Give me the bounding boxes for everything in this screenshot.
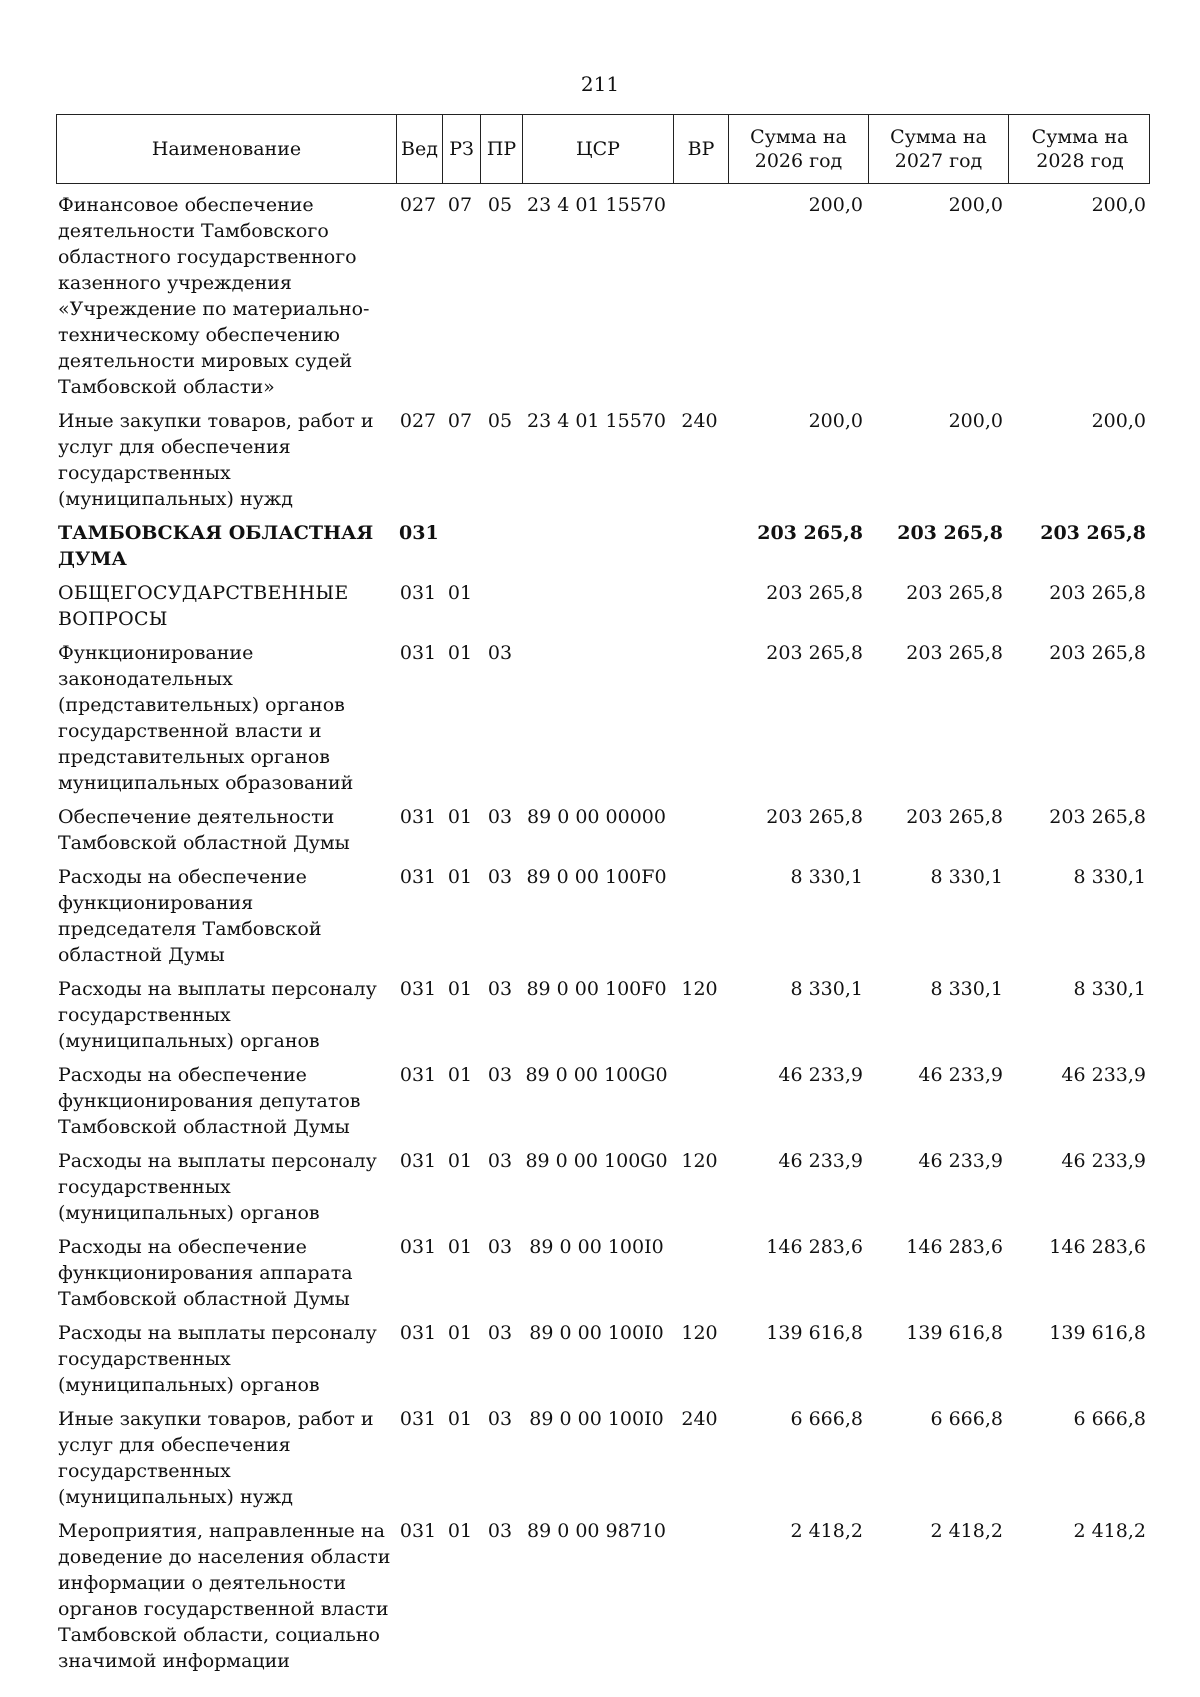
- cell-sum-2028: 200,0: [1091, 194, 1146, 216]
- cell-sum-2026: 139 616,8: [766, 1322, 863, 1344]
- cell-vr: [672, 192, 727, 400]
- cell-sum-2027: 6 666,8: [930, 1408, 1003, 1430]
- header-csr: ЦСР: [522, 115, 673, 183]
- cell-ved: 031: [399, 978, 437, 1000]
- cell-name: Расходы на обеспечение функционирования председателя Тамбовской областной Думы: [58, 866, 322, 966]
- table-row: [56, 1518, 1150, 1674]
- cell-csr: 89 0 00 100I0: [529, 1236, 664, 1258]
- cell-sum-2027: 46 233,9: [918, 1064, 1003, 1086]
- cell-vr: 120: [681, 978, 718, 1000]
- cell-pr: 03: [487, 866, 513, 888]
- cell-sum-2027: 203 265,8: [897, 522, 1003, 544]
- table-row: [56, 192, 1150, 400]
- cell-sum-2027: 200,0: [948, 410, 1003, 432]
- table-row: [56, 1406, 1150, 1510]
- cell-csr: 89 0 00 100F0: [526, 866, 667, 888]
- cell-sum-2027: 203 265,8: [906, 642, 1003, 664]
- cell-pr: 03: [487, 642, 513, 664]
- cell-pr: [479, 520, 521, 572]
- cell-ved: 031: [399, 642, 437, 664]
- cell-sum-2026: 203 265,8: [757, 522, 863, 544]
- table-row: [56, 1234, 1150, 1312]
- cell-csr: 89 0 00 98710: [526, 1520, 666, 1542]
- cell-sum-2028: 46 233,9: [1061, 1150, 1146, 1172]
- cell-sum-2026: 200,0: [808, 194, 863, 216]
- cell-pr: 03: [487, 1408, 513, 1430]
- cell-ved: 031: [399, 1322, 437, 1344]
- cell-csr: 89 0 00 00000: [526, 806, 666, 828]
- cell-sum-2027: 8 330,1: [930, 978, 1003, 1000]
- cell-rz: 01: [447, 978, 473, 1000]
- cell-name: Расходы на выплаты персоналу государственных (муниципальных) органов: [58, 1322, 377, 1396]
- table-row: [56, 804, 1150, 856]
- cell-rz: 01: [447, 1064, 473, 1086]
- cell-csr: 23 4 01 15570: [526, 410, 666, 432]
- cell-name: ТАМБОВСКАЯ ОБЛАСТНАЯ ДУМА: [58, 522, 374, 570]
- cell-pr: 03: [487, 978, 513, 1000]
- cell-rz: 01: [447, 582, 473, 604]
- cell-ved: 031: [399, 522, 439, 544]
- cell-pr: 03: [487, 1150, 513, 1172]
- cell-pr: 03: [487, 1520, 513, 1542]
- cell-rz: 01: [447, 1236, 473, 1258]
- cell-sum-2027: 200,0: [948, 194, 1003, 216]
- cell-ved: 027: [399, 194, 437, 216]
- cell-name: Финансовое обеспечение деятельности Тамбовского областного государственного казенного учреждения «Учреждение по материально-техническому обеспечению деятельности мировых судей Тамбовской области»: [58, 194, 370, 398]
- cell-pr: 03: [487, 1064, 513, 1086]
- cell-sum-2028: 8 330,1: [1073, 866, 1146, 888]
- cell-sum-2028: 2 418,2: [1073, 1520, 1146, 1542]
- cell-pr: [479, 580, 521, 632]
- cell-sum-2026: 203 265,8: [766, 582, 863, 604]
- cell-vr: 120: [681, 1322, 718, 1344]
- cell-name: Расходы на обеспечение функционирования депутатов Тамбовской областной Думы: [58, 1064, 361, 1138]
- cell-sum-2026: 2 418,2: [790, 1520, 863, 1542]
- cell-vr: 240: [681, 410, 718, 432]
- page-number: 211: [580, 72, 620, 96]
- cell-sum-2026: 203 265,8: [766, 642, 863, 664]
- cell-ved: 031: [399, 1150, 437, 1172]
- cell-vr: [672, 520, 727, 572]
- table-row: [56, 1320, 1150, 1398]
- header-vr: ВР: [673, 115, 728, 183]
- cell-rz: 01: [447, 642, 473, 664]
- cell-sum-2028: 146 283,6: [1049, 1236, 1146, 1258]
- cell-rz: 01: [447, 866, 473, 888]
- cell-rz: 01: [447, 806, 473, 828]
- header-ved: Вед: [396, 115, 442, 183]
- table-row: [56, 976, 1150, 1054]
- cell-sum-2026: 203 265,8: [766, 806, 863, 828]
- cell-sum-2027: 139 616,8: [906, 1322, 1003, 1344]
- cell-vr: [672, 1062, 727, 1140]
- cell-csr: 89 0 00 100F0: [526, 978, 667, 1000]
- cell-sum-2026: 46 233,9: [778, 1150, 863, 1172]
- cell-rz: 01: [447, 1150, 473, 1172]
- cell-sum-2028: 203 265,8: [1040, 522, 1146, 544]
- table-row: [56, 640, 1150, 796]
- cell-vr: 240: [681, 1408, 718, 1430]
- table-header: [56, 114, 1150, 184]
- cell-csr: 23 4 01 15570: [526, 194, 666, 216]
- cell-pr: 03: [487, 1236, 513, 1258]
- budget-table: [56, 114, 1150, 1674]
- table-row: [56, 1148, 1150, 1226]
- table-row: [56, 864, 1150, 968]
- cell-rz: 01: [447, 1408, 473, 1430]
- cell-pr: 05: [487, 194, 513, 216]
- cell-csr: [521, 520, 672, 572]
- cell-sum-2028: 139 616,8: [1049, 1322, 1146, 1344]
- cell-ved: 031: [399, 1064, 437, 1086]
- table-row: [56, 520, 1150, 572]
- cell-sum-2028: 203 265,8: [1049, 642, 1146, 664]
- cell-name: Мероприятия, направленные на доведение до населения области информации о деятельности органов государственной власти Тамбовской области, социально значимой информации: [58, 1520, 391, 1672]
- table-row: [56, 408, 1150, 512]
- cell-sum-2028: 6 666,8: [1073, 1408, 1146, 1430]
- cell-name: Расходы на обеспечение функционирования аппарата Тамбовской областной Думы: [58, 1236, 353, 1310]
- header-pr: ПР: [480, 115, 522, 183]
- header-rz: РЗ: [442, 115, 480, 183]
- cell-sum-2028: 203 265,8: [1049, 806, 1146, 828]
- cell-name: Иные закупки товаров, работ и услуг для обеспечения государственных (муниципальных) нужд: [58, 1408, 374, 1508]
- cell-sum-2027: 46 233,9: [918, 1150, 1003, 1172]
- cell-vr: [672, 640, 727, 796]
- cell-ved: 031: [399, 866, 437, 888]
- cell-rz: [441, 520, 479, 572]
- cell-vr: [672, 864, 727, 968]
- cell-rz: 01: [447, 1520, 473, 1542]
- cell-csr: 89 0 00 100I0: [529, 1408, 664, 1430]
- cell-pr: 05: [487, 410, 513, 432]
- table-body: [56, 192, 1150, 1674]
- cell-sum-2026: 146 283,6: [766, 1236, 863, 1258]
- cell-vr: [672, 1518, 727, 1674]
- cell-ved: 031: [399, 1236, 437, 1258]
- cell-csr: 89 0 00 100G0: [525, 1064, 668, 1086]
- cell-sum-2026: 8 330,1: [790, 978, 863, 1000]
- cell-ved: 031: [399, 582, 437, 604]
- cell-rz: 07: [447, 410, 473, 432]
- cell-ved: 031: [399, 1408, 437, 1430]
- cell-rz: 01: [447, 1322, 473, 1344]
- cell-sum-2027: 146 283,6: [906, 1236, 1003, 1258]
- cell-ved: 027: [399, 410, 437, 432]
- cell-name: Обеспечение деятельности Тамбовской областной Думы: [58, 806, 350, 854]
- cell-name: Функционирование законодательных (представительных) органов государственной власти и представительных органов муниципальных образований: [58, 642, 354, 794]
- cell-sum-2028: 46 233,9: [1061, 1064, 1146, 1086]
- cell-rz: 07: [447, 194, 473, 216]
- cell-sum-2028: 8 330,1: [1073, 978, 1146, 1000]
- cell-csr: 89 0 00 100I0: [529, 1322, 664, 1344]
- cell-sum-2027: 203 265,8: [906, 806, 1003, 828]
- cell-pr: 03: [487, 806, 513, 828]
- cell-name: Расходы на выплаты персоналу государственных (муниципальных) органов: [58, 1150, 377, 1224]
- cell-vr: [672, 804, 727, 856]
- cell-name: Иные закупки товаров, работ и услуг для обеспечения государственных (муниципальных) нужд: [58, 410, 374, 510]
- cell-sum-2026: 46 233,9: [778, 1064, 863, 1086]
- cell-sum-2026: 200,0: [808, 410, 863, 432]
- cell-vr: 120: [681, 1150, 718, 1172]
- header-sum-2026: Сумма на 2026 год: [728, 115, 868, 183]
- header-sum-2027: Сумма на 2027 год: [868, 115, 1008, 183]
- cell-csr: [521, 640, 672, 796]
- table-row: [56, 1062, 1150, 1140]
- cell-name: Расходы на выплаты персоналу государственных (муниципальных) органов: [58, 978, 377, 1052]
- header-name: Наименование: [151, 138, 302, 160]
- cell-sum-2028: 203 265,8: [1049, 582, 1146, 604]
- cell-sum-2026: 8 330,1: [790, 866, 863, 888]
- cell-csr: [521, 580, 672, 632]
- cell-sum-2026: 6 666,8: [790, 1408, 863, 1430]
- cell-name: ОБЩЕГОСУДАРСТВЕННЫЕ ВОПРОСЫ: [58, 582, 349, 630]
- cell-ved: 031: [399, 806, 437, 828]
- table-row: [56, 580, 1150, 632]
- cell-sum-2027: 203 265,8: [906, 582, 1003, 604]
- cell-ved: 031: [399, 1520, 437, 1542]
- cell-csr: 89 0 00 100G0: [525, 1150, 668, 1172]
- cell-sum-2027: 8 330,1: [930, 866, 1003, 888]
- cell-vr: [672, 580, 727, 632]
- cell-vr: [672, 1234, 727, 1312]
- cell-sum-2027: 2 418,2: [930, 1520, 1003, 1542]
- cell-pr: 03: [487, 1322, 513, 1344]
- header-sum-2028: Сумма на 2028 год: [1008, 115, 1151, 183]
- cell-sum-2028: 200,0: [1091, 410, 1146, 432]
